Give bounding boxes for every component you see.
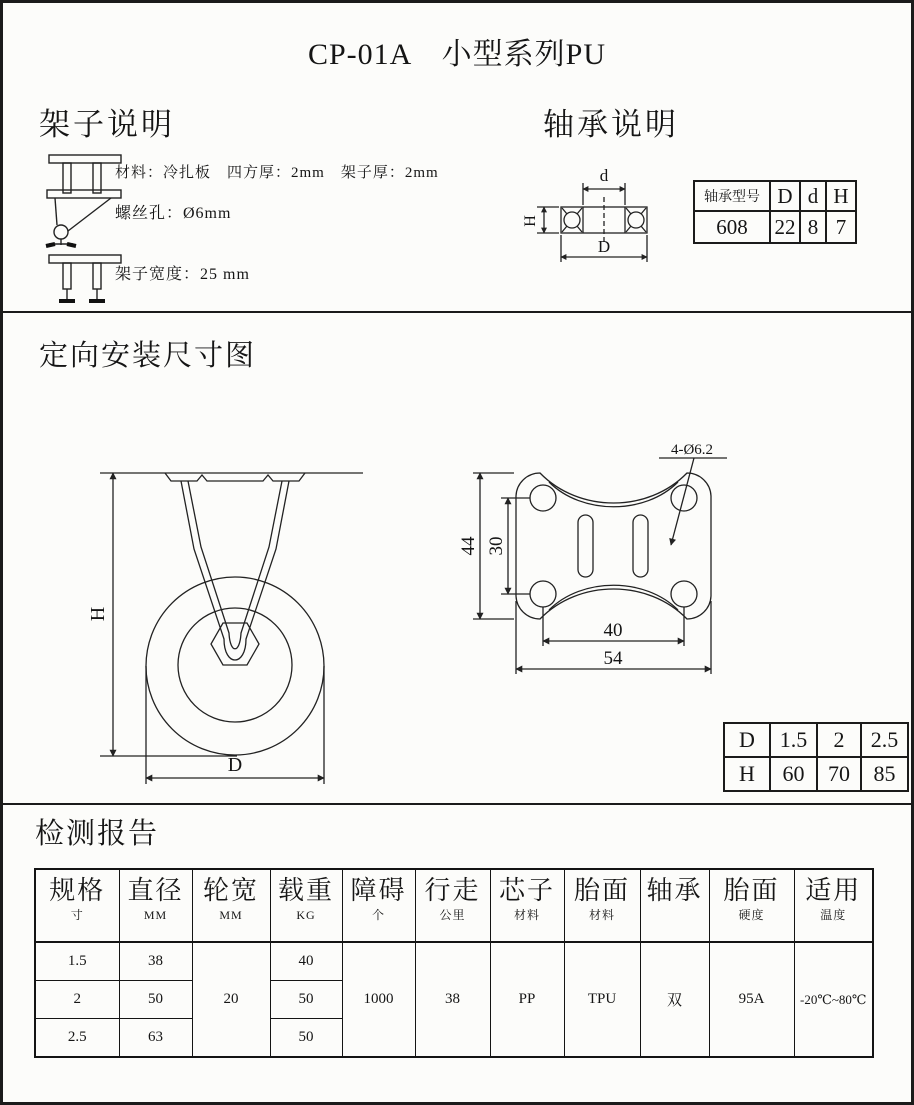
mounting-section-heading: 定向安装尺寸图 (39, 340, 257, 372)
cell-core-material: PP (490, 942, 564, 1057)
dh-D-label: D (724, 723, 770, 757)
section-divider-top (3, 311, 911, 313)
dh-H-1: 60 (770, 757, 817, 791)
report-row-1.5 (35, 942, 873, 981)
dh-size-table (723, 722, 909, 792)
report-col-core: 芯子 材料 (490, 869, 564, 942)
cell-diameter-0: 38 (119, 942, 192, 981)
side-dim-D-label: D (227, 754, 243, 776)
dh-H-2: 70 (817, 757, 861, 791)
report-col-distance: 行走 公里 (415, 869, 490, 942)
bearing-col-H: H (826, 181, 856, 211)
dh-H-label: H (724, 757, 770, 791)
frame-width-icon (47, 253, 125, 305)
bearing-col-D: D (770, 181, 800, 211)
mounting-plate-view (431, 441, 731, 691)
bearing-section-heading: 轴承说明 (543, 107, 679, 142)
dh-H-3: 85 (861, 757, 908, 791)
cell-diameter-1: 50 (119, 981, 192, 1019)
cell-load-2: 50 (270, 1019, 342, 1058)
cell-spec-0: 1.5 (35, 942, 119, 981)
dh-row-H (724, 757, 908, 791)
dh-row-D (724, 723, 908, 757)
cell-spec-1: 2 (35, 981, 119, 1019)
cell-temperature: -20℃~80℃ (794, 942, 873, 1057)
report-section-heading: 检测报告 (35, 818, 160, 850)
cell-bearing-type: 双 (640, 942, 709, 1057)
bearing-col-model: 轴承型号 (694, 181, 770, 211)
report-col-hardness: 胎面 硬度 (709, 869, 794, 942)
cell-wheel-width: 20 (192, 942, 270, 1057)
plate-dim-40: 40 (603, 620, 623, 641)
plate-dim-54: 54 (603, 648, 623, 669)
bearing-D-value: 22 (770, 211, 800, 243)
cell-diameter-2: 63 (119, 1019, 192, 1058)
caster-side-view (85, 451, 380, 786)
cell-obstacles: 1000 (342, 942, 415, 1057)
plate-dim-30: 30 (486, 536, 507, 556)
report-col-load: 载重 KG (270, 869, 342, 942)
report-col-diameter: 直径 MM (119, 869, 192, 942)
bearing-model-value: 608 (694, 211, 770, 243)
bearing-table-value-row (694, 211, 856, 243)
dh-D-1: 1.5 (770, 723, 817, 757)
report-header-row (35, 869, 873, 942)
bearing-table-header-row (694, 181, 856, 211)
bearing-d-value: 8 (800, 211, 826, 243)
frame-screwhole-text: 螺丝孔：Ø6mm (115, 205, 232, 222)
cell-tread-hardness: 95A (709, 942, 794, 1057)
report-col-bearing: 轴承 (640, 869, 709, 942)
cell-load-1: 50 (270, 981, 342, 1019)
cell-distance: 38 (415, 942, 490, 1057)
bearing-table (693, 180, 857, 244)
page-title: CP-01A 小型系列PU (307, 38, 607, 71)
plate-hole-callout: 4-Ø6.2 (670, 442, 714, 458)
bearing-dim-H-label: H (522, 215, 539, 227)
report-col-spec: 规格 寸 (35, 869, 119, 942)
dh-D-2: 2 (817, 723, 861, 757)
bearing-dim-D-label: D (597, 237, 611, 256)
side-dim-H-label: H (87, 606, 109, 622)
report-col-tread: 胎面 材料 (564, 869, 640, 942)
report-table (34, 868, 874, 1058)
frame-width-text: 架子宽度：25 mm (115, 266, 250, 283)
cell-load-0: 40 (270, 942, 342, 981)
cell-spec-2: 2.5 (35, 1019, 119, 1058)
frame-fork-icon (43, 188, 125, 254)
bearing-H-value: 7 (826, 211, 856, 243)
frame-material-text: 材料：冷扎板 四方厚：2mm 架子厚：2mm (115, 165, 439, 181)
report-col-temperature: 适用 温度 (794, 869, 873, 942)
bearing-col-d: d (800, 181, 826, 211)
plate-dim-44: 44 (458, 536, 479, 556)
section-divider-bottom (3, 803, 911, 805)
bearing-diagram (521, 161, 696, 276)
bearing-dim-d-label: d (599, 166, 609, 185)
report-col-obstacles: 障碍 个 (342, 869, 415, 942)
frame-section-heading: 架子说明 (39, 107, 175, 142)
dh-D-3: 2.5 (861, 723, 908, 757)
cell-tread-material: TPU (564, 942, 640, 1057)
report-col-wheel-width: 轮宽 MM (192, 869, 270, 942)
